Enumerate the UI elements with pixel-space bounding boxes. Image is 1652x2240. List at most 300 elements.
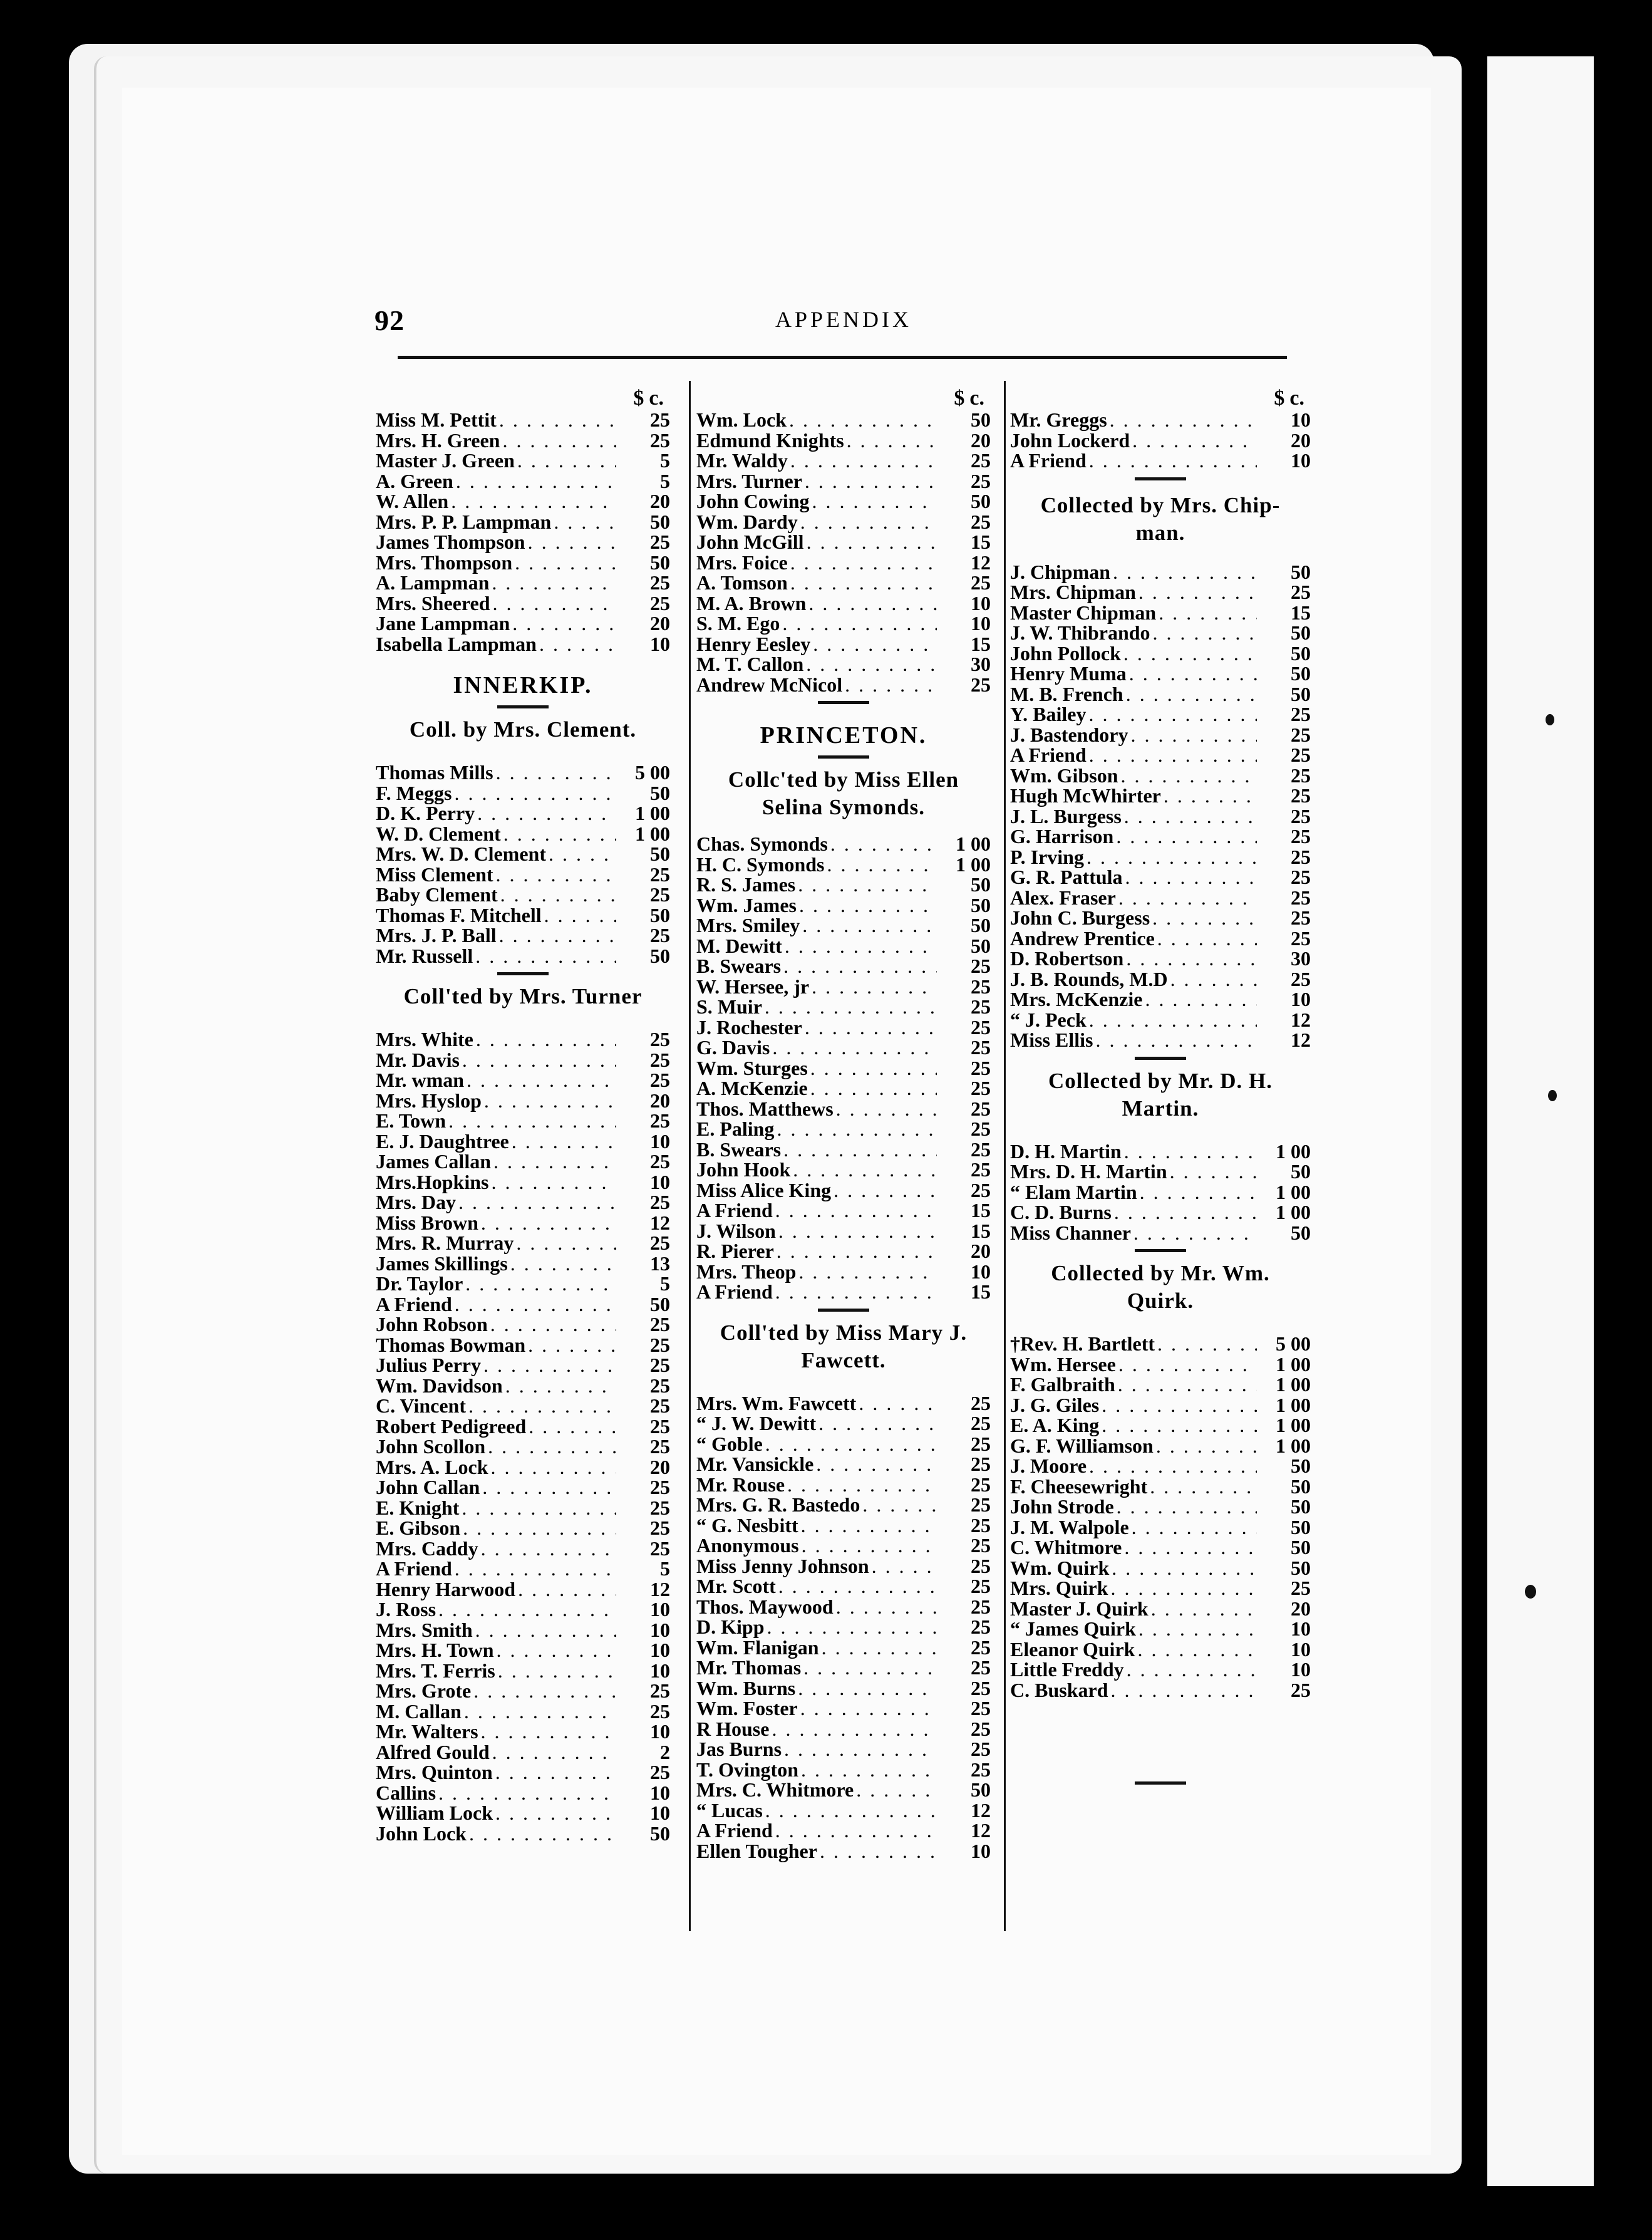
subscriber-name: Wm. Hersee: [1010, 1352, 1116, 1376]
subscription-amount: 15: [971, 1199, 991, 1221]
dot-leader: [482, 1477, 616, 1497]
subscription-amount: 25: [650, 1069, 670, 1091]
dot-leader: [775, 1200, 937, 1220]
subscriber-name: “ Elam Martin: [1010, 1180, 1137, 1203]
subscriber-name: J. Bastendory: [1010, 723, 1128, 746]
list-item: [696, 675, 991, 695]
collector-heading-line: Fawcett.: [801, 1347, 886, 1372]
list-item: [376, 864, 670, 885]
dot-leader: [464, 1701, 616, 1721]
subscriber-name: Master J. Green: [376, 449, 515, 472]
list-item: [696, 1739, 991, 1760]
subscription-amount: 5 00: [1276, 1332, 1311, 1355]
dot-leader: [1089, 704, 1257, 724]
subscription-amount: 50: [1291, 662, 1311, 685]
subscription-amount: 10: [650, 1639, 670, 1661]
list-item: [696, 654, 991, 675]
dot-leader: [772, 1719, 937, 1739]
subscriber-name: Miss Ellis: [1010, 1029, 1093, 1051]
list-item: [696, 1475, 991, 1495]
list-item: [376, 552, 670, 573]
subscription-amount: 25: [650, 1496, 670, 1519]
dot-leader: [529, 1416, 616, 1436]
subscriber-name: Robert Pedigreed: [376, 1414, 527, 1438]
list-item: [1010, 1182, 1311, 1203]
list-item: [1010, 410, 1311, 430]
subscriber-name: John Cowing: [696, 490, 810, 512]
dot-leader: [802, 915, 937, 935]
subscriber-name: A Friend: [696, 1280, 773, 1303]
subscriber-name: J. G. Giles: [1010, 1393, 1100, 1416]
dot-leader: [1140, 1182, 1257, 1202]
subscription-amount: 25: [650, 863, 670, 886]
dot-leader: [438, 1783, 616, 1803]
subscriber-name: Mr. Thomas: [696, 1656, 802, 1679]
subscription-amount: 10: [1291, 1617, 1311, 1640]
subscriber-name: Miss Brown: [376, 1211, 478, 1234]
dot-leader: [469, 1823, 616, 1843]
collector-heading-line: man.: [1135, 520, 1185, 545]
dot-leader: [784, 1739, 937, 1759]
subscriber-name: Henry Muma: [1010, 662, 1127, 685]
dot-leader: [438, 1599, 616, 1619]
dot-leader: [1124, 1141, 1257, 1161]
subscription-amount: 10: [1291, 1637, 1311, 1661]
subscription-amount: 20: [650, 1455, 670, 1478]
dot-leader: [1089, 450, 1257, 470]
subscriber-list: [1010, 1141, 1311, 1243]
subscription-amount: 5: [660, 1272, 670, 1295]
short-rule: [497, 705, 549, 708]
list-item: [696, 1434, 991, 1454]
cents-sign: c.: [649, 386, 664, 410]
list-item: [1010, 1456, 1311, 1476]
dot-leader: [827, 854, 937, 874]
subscription-amount: 50: [1291, 1221, 1311, 1244]
list-item: [696, 491, 991, 512]
subscriber-name: Dr. Taylor: [376, 1272, 463, 1295]
list-item: [376, 762, 670, 783]
collector-heading: [1010, 1260, 1311, 1315]
dollar-sign: $: [954, 386, 965, 410]
dot-leader: [777, 1241, 937, 1261]
list-item: [696, 1037, 991, 1058]
list-item: [1010, 1141, 1311, 1162]
subscription-amount: 50: [971, 873, 991, 896]
subscription-amount: 25: [1291, 886, 1311, 909]
list-item: [376, 1253, 670, 1274]
list-item: [376, 1762, 670, 1783]
list-item: [696, 854, 991, 875]
subscription-amount: 10: [650, 1129, 670, 1153]
subscriber-name: Mrs. Wm. Fawcett: [696, 1391, 857, 1414]
subscription-amount: 1 00: [635, 822, 670, 845]
list-item: [376, 1701, 670, 1722]
list-item: [1010, 786, 1311, 806]
dot-leader: [859, 1393, 937, 1413]
subscription-amount: 12: [1291, 1008, 1311, 1031]
subscription-amount: 25: [971, 1138, 991, 1161]
list-item: [1010, 1010, 1311, 1030]
subscription-amount: 25: [971, 1758, 991, 1781]
subscriber-name: Mr. Rouse: [696, 1473, 785, 1496]
subscriber-name: A. Green: [376, 469, 453, 492]
list-item: [696, 532, 991, 552]
list-item: [696, 1241, 991, 1262]
list-item: [376, 905, 670, 926]
subscriber-name: J. M. Walpole: [1010, 1515, 1129, 1538]
list-item: [696, 471, 991, 492]
dot-leader: [475, 1620, 616, 1640]
list-item: [696, 1556, 991, 1577]
dot-leader: [1156, 1436, 1257, 1456]
subscriber-name: “ G. Nesbitt: [696, 1513, 798, 1537]
subscriber-name: M. T. Callon: [696, 653, 804, 675]
list-item: [696, 1535, 991, 1556]
subscriber-name: Jas Burns: [696, 1738, 782, 1760]
subscription-amount: 5 00: [635, 761, 670, 784]
list-item: [1010, 1436, 1311, 1456]
list-item: [1010, 643, 1311, 664]
subscription-amount: 25: [650, 1394, 670, 1417]
dot-leader: [454, 783, 616, 803]
subscriber-name: John Robson: [376, 1313, 488, 1335]
subscriber-name: Isabella Lampman: [376, 632, 537, 655]
dot-leader: [801, 1515, 937, 1535]
dot-leader: [785, 936, 937, 956]
list-item: [376, 1416, 670, 1437]
subscription-amount: 30: [1291, 947, 1311, 970]
subscriber-name: J. Chipman: [1010, 560, 1111, 583]
list-item: [376, 1192, 670, 1213]
subscriber-name: E. Town: [376, 1109, 447, 1132]
dot-leader: [765, 1800, 937, 1820]
subscription-amount: 25: [1291, 866, 1311, 888]
list-item: [1010, 725, 1311, 745]
subscription-amount: 10: [650, 1802, 670, 1824]
list-item: [696, 1576, 991, 1597]
subscriber-name: A Friend: [376, 1292, 452, 1315]
dot-leader: [455, 1294, 616, 1314]
dot-leader: [1116, 826, 1257, 846]
subscriber-name: Miss Channer: [1010, 1221, 1131, 1244]
list-item: [1010, 989, 1311, 1010]
subscriber-name: James Thompson: [376, 531, 525, 553]
subscription-amount: 25: [650, 408, 670, 431]
dot-leader: [495, 1803, 616, 1823]
subscriber-name: †Rev. H. Bartlett: [1010, 1332, 1155, 1355]
subscription-amount: 1 00: [1276, 1180, 1311, 1203]
list-item: [376, 1457, 670, 1478]
subscriber-name: Y. Bailey: [1010, 703, 1087, 725]
dot-leader: [1133, 1223, 1257, 1243]
subscription-amount: 1 00: [1276, 1352, 1311, 1376]
subscription-amount: 5: [660, 449, 670, 472]
collector-heading-line: Quirk.: [1127, 1289, 1194, 1313]
subscription-amount: 10: [1291, 1658, 1311, 1681]
subscriber-name: J. W. Thibrando: [1010, 621, 1150, 644]
subscription-amount: 50: [650, 903, 670, 926]
subscriber-name: Mrs.Hopkins: [376, 1170, 489, 1193]
subscription-amount: 25: [971, 1615, 991, 1638]
list-item: [376, 884, 670, 905]
list-item: [1010, 1639, 1311, 1660]
subscription-amount: 12: [971, 1798, 991, 1822]
subscription-amount: 25: [650, 924, 670, 946]
subscriber-name: Thomas Mills: [376, 761, 493, 784]
subscription-amount: 25: [971, 1432, 991, 1455]
list-item: [696, 1820, 991, 1841]
dot-leader: [856, 1780, 937, 1800]
dot-leader: [554, 512, 616, 532]
subscription-amount: 25: [971, 1036, 991, 1059]
list-item: [1010, 684, 1311, 705]
subscriber-name: Miss Clement: [376, 863, 493, 886]
list-item: [696, 1282, 991, 1302]
list-item: [1010, 1619, 1311, 1639]
page-header: [374, 304, 1289, 354]
list-item: [376, 946, 670, 967]
subscriber-name: Wm. Gibson: [1010, 764, 1118, 787]
dot-leader: [491, 1172, 616, 1192]
list-item: [1010, 663, 1311, 684]
subscriber-name: John C. Burgess: [1010, 906, 1150, 929]
dot-leader: [834, 1180, 937, 1200]
subscription-amount: 12: [971, 1819, 991, 1842]
subscription-amount: 25: [971, 1636, 991, 1659]
subscriber-name: Master J. Quirk: [1010, 1597, 1149, 1620]
dot-leader: [1120, 765, 1257, 786]
subscriber-name: Thos. Maywood: [696, 1595, 834, 1618]
money-header: [696, 387, 991, 410]
running-head: APPENDIX: [775, 307, 912, 332]
subscription-amount: 25: [971, 571, 991, 594]
list-item: [696, 634, 991, 655]
subscriber-name: Wm. Burns: [696, 1676, 796, 1699]
subscriber-name: Wm. James: [696, 893, 797, 916]
subscriber-name: D. Kipp: [696, 1615, 765, 1638]
subscription-amount: 25: [650, 883, 670, 906]
subscriber-name: J. Rochester: [696, 1015, 802, 1039]
subscription-amount: 10: [650, 632, 670, 655]
subscription-amount: 25: [650, 428, 670, 452]
subscriber-name: John Callan: [376, 1476, 480, 1498]
subscriber-name: J. Wilson: [696, 1219, 776, 1242]
subscription-amount: 25: [971, 510, 991, 533]
dot-leader: [775, 1820, 937, 1840]
subscription-amount: 1 00: [1276, 1414, 1311, 1436]
subscriber-name: Mr. Waldy: [696, 449, 788, 472]
dot-leader: [476, 1029, 616, 1049]
dot-leader: [1124, 806, 1257, 826]
subscriber-name: Hugh McWhirter: [1010, 784, 1161, 807]
subscriber-name: Mrs. Thompson: [376, 551, 513, 574]
subscriber-name: F. Meggs: [376, 781, 452, 804]
subscriber-name: P. Irving: [1010, 845, 1084, 868]
subscriber-name: John McGill: [696, 531, 804, 553]
subscriber-name: Wm. Dardy: [696, 510, 798, 533]
subscription-amount: 10: [1291, 988, 1311, 1010]
list-item: [376, 1721, 670, 1742]
dot-leader: [830, 834, 937, 854]
column-divider: [1004, 381, 1006, 1931]
adjacent-page-strip: [1487, 56, 1594, 2186]
subscription-amount: 13: [650, 1252, 670, 1275]
list-item: [1010, 867, 1311, 888]
subscription-amount: 25: [650, 1313, 670, 1335]
dollar-sign: $: [633, 386, 644, 410]
dot-leader: [528, 532, 616, 552]
list-item: [696, 1800, 991, 1821]
subscription-amount: 25: [971, 1453, 991, 1475]
list-item: [1010, 1558, 1311, 1579]
dot-leader: [1129, 663, 1257, 683]
subscription-amount: 25: [971, 673, 991, 696]
subscriber-name: Mrs. Smiley: [696, 914, 800, 936]
subscriber-name: Mrs. H. Town: [376, 1639, 494, 1661]
dot-leader: [1111, 1680, 1257, 1700]
page-number: 92: [374, 304, 405, 336]
subscription-amount: 25: [1291, 1678, 1311, 1701]
subscription-amount: 50: [1291, 1515, 1311, 1538]
list-item: [696, 1139, 991, 1160]
dot-leader: [800, 512, 937, 532]
dot-leader: [510, 1253, 616, 1273]
subscription-amount: 5: [660, 1557, 670, 1580]
dot-leader: [518, 1579, 616, 1599]
dot-leader: [782, 613, 937, 633]
subscriber-name: R. S. James: [696, 873, 796, 896]
collector-heading-line: Collected by Mr. Wm.: [1051, 1261, 1270, 1285]
subscription-amount: 25: [650, 1699, 670, 1723]
subscriber-name: Mr. wman: [376, 1069, 465, 1091]
subscriber-name: Mrs. McKenzie: [1010, 988, 1143, 1010]
dot-leader: [1150, 1476, 1257, 1496]
subscriber-name: Chas. Symonds: [696, 832, 828, 855]
subscription-amount: 25: [1291, 581, 1311, 603]
list-item: [376, 491, 670, 512]
list-item: [1010, 603, 1311, 623]
subscription-amount: 25: [1291, 967, 1311, 990]
dot-leader: [481, 1538, 616, 1558]
dot-leader: [1123, 643, 1257, 663]
list-item: [696, 1760, 991, 1780]
subscription-amount: 1 00: [956, 853, 991, 876]
subscriber-name: A Friend: [1010, 449, 1087, 472]
dot-leader: [515, 552, 616, 573]
list-item: [696, 1159, 991, 1180]
dot-leader: [544, 905, 616, 925]
dot-leader: [1151, 1599, 1257, 1619]
subscriber-name: J. L. Burgess: [1010, 804, 1122, 827]
list-item: [696, 1841, 991, 1862]
dot-leader: [517, 450, 616, 470]
subscription-amount: 25: [971, 1178, 991, 1201]
list-item: [696, 1262, 991, 1282]
dot-leader: [862, 1495, 937, 1515]
list-item: [1010, 430, 1311, 451]
dot-leader: [778, 1221, 937, 1241]
subscriber-name: A. McKenzie: [696, 1077, 808, 1099]
subscription-amount: 10: [971, 1839, 991, 1862]
subscription-amount: 25: [1291, 703, 1311, 725]
subscription-amount: 25: [971, 955, 991, 977]
list-item: [1010, 969, 1311, 990]
dot-leader: [807, 532, 937, 552]
subscriber-name: James Skillings: [376, 1252, 508, 1275]
list-item: [376, 803, 670, 824]
subscriber-name: Wm. Foster: [696, 1697, 798, 1719]
list-item: [1010, 1496, 1311, 1517]
subscription-amount: 25: [971, 449, 991, 472]
dot-leader: [549, 844, 616, 864]
subscriber-name: John Lock: [376, 1822, 467, 1845]
subscription-amount: 50: [1291, 682, 1311, 705]
dot-leader: [783, 956, 937, 976]
list-item: [1010, 1374, 1311, 1395]
dot-leader: [477, 803, 616, 823]
subscription-amount: 12: [1291, 1029, 1311, 1051]
subscription-amount: 25: [650, 571, 670, 594]
subscriber-name: Mrs. Hyslop: [376, 1089, 482, 1112]
list-item: [376, 1661, 670, 1681]
list-item: [376, 1355, 670, 1376]
subscriber-name: Andrew Prentice: [1010, 926, 1155, 950]
subscriber-name: Ellen Tougher: [696, 1839, 817, 1862]
dot-leader: [1095, 1030, 1257, 1050]
dot-leader: [473, 1681, 616, 1701]
subscriber-name: “ Goble: [696, 1432, 763, 1455]
dot-leader: [492, 1742, 616, 1762]
subscription-amount: 50: [971, 893, 991, 916]
subscriber-name: Wm. Quirk: [1010, 1556, 1110, 1579]
subscription-amount: 1 00: [1276, 1139, 1311, 1163]
subscription-amount: 50: [650, 1822, 670, 1845]
ink-speck: [1548, 1090, 1557, 1101]
list-item: [696, 915, 991, 936]
collector-heading-line: Collc'ted by Miss Ellen: [728, 767, 959, 792]
list-item: [376, 1335, 670, 1356]
subscriber-name: W. Allen: [376, 490, 449, 512]
list-item: [376, 1742, 670, 1763]
dot-leader: [462, 1498, 616, 1518]
subscriber-name: Mrs. Turner: [696, 469, 802, 492]
subscriber-name: C. D. Burns: [1010, 1201, 1112, 1223]
subscription-amount: 50: [971, 490, 991, 512]
dot-leader: [1110, 410, 1257, 430]
dot-leader: [1112, 1558, 1257, 1578]
dot-leader: [775, 1282, 937, 1302]
dot-leader: [1138, 582, 1257, 602]
dot-leader: [799, 895, 937, 915]
dot-leader: [836, 1597, 937, 1617]
list-item: [696, 410, 991, 430]
subscriber-name: Mrs. Sheered: [376, 591, 490, 614]
subscription-amount: 25: [971, 1676, 991, 1699]
list-item: [1010, 826, 1311, 847]
list-item: [1010, 1030, 1311, 1050]
dot-leader: [462, 1050, 616, 1070]
list-item: [1010, 1680, 1311, 1701]
subscriber-name: “ J. W. Dewitt: [696, 1412, 817, 1434]
subscription-amount: 10: [971, 591, 991, 614]
dot-leader: [772, 1037, 937, 1057]
subscriber-name: A. Lampman: [376, 571, 490, 594]
list-item: [376, 430, 670, 451]
list-item: [696, 1413, 991, 1434]
end-rule: [1135, 1781, 1186, 1785]
subscriber-name: Mrs. Caddy: [376, 1537, 478, 1560]
